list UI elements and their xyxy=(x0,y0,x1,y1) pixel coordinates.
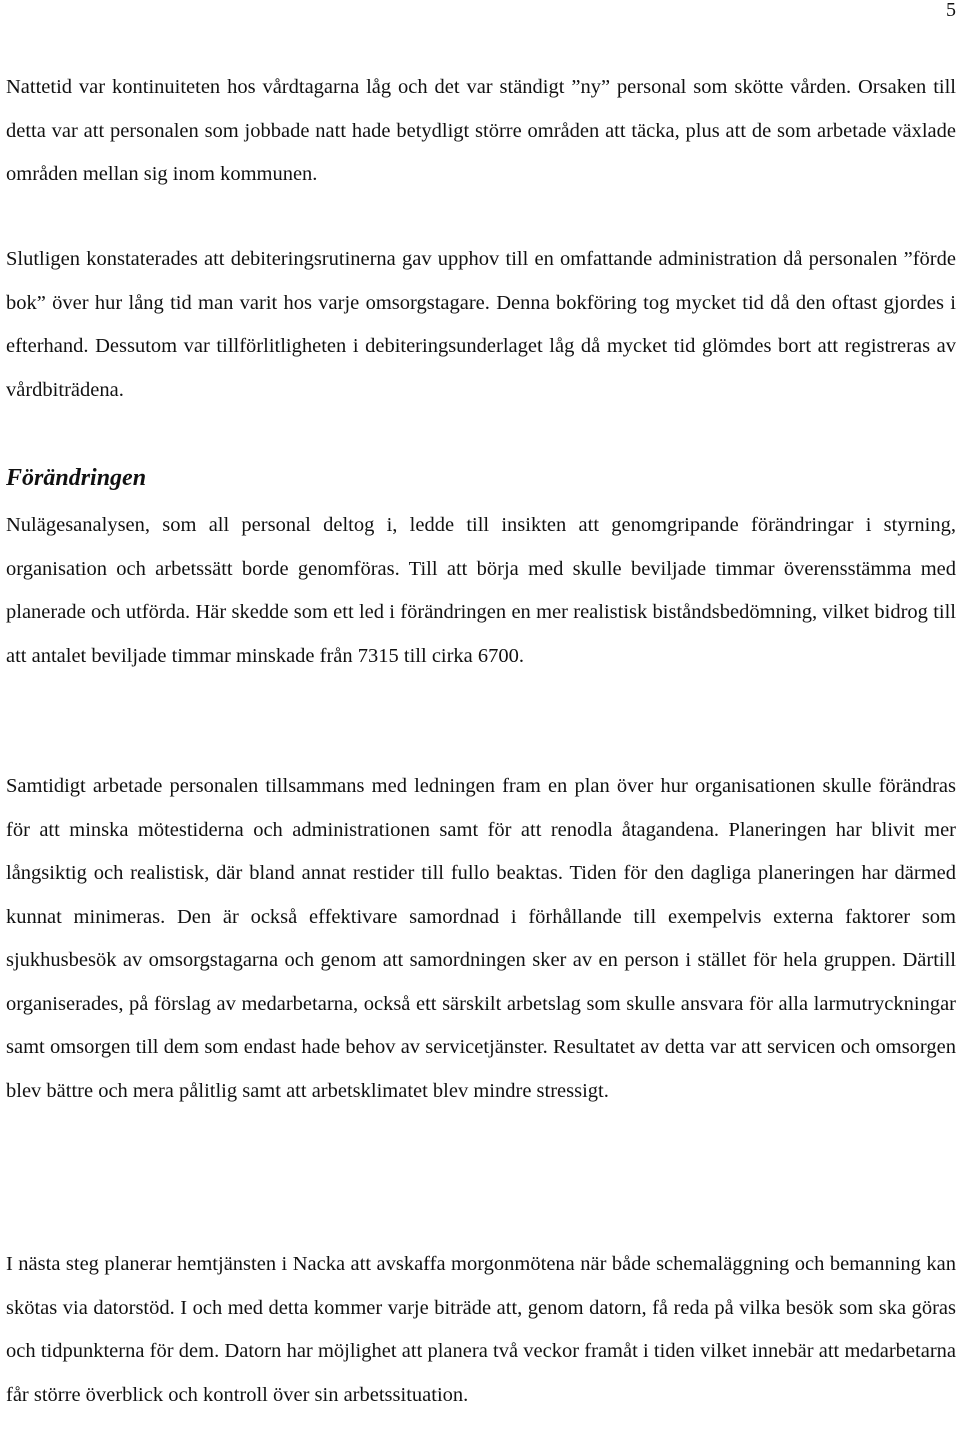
paragraph-current-state-analysis: Nulägesanalysen, som all personal deltog i, ledde till insikten att genomgripande förändringar i styrning, organisation och arbetssätt borde genomföras. Till att börja med skulle beviljade timmar överensstämma med planerade och utförda. Här skedde som ett led i förändringen en mer realistisk biståndsbedömning, vilket bidrog till att antalet beviljade timmar minskade från 7315 till cirka 6700. xyxy=(6,514,956,667)
paragraph-night-continuity: Nattetid var kontinuiteten hos vårdtagarna låg och det var ständigt ”ny” personal som skötte vården. Orsaken till detta var att personalen som jobbade natt hade betydligt större områden att täcka, plus att de som arbetade växlade områden mellan sig inom kommunen. xyxy=(6,76,956,185)
paragraph-organisation-plan: Samtidigt arbetade personalen tillsammans med ledningen fram en plan över hur organisationen skulle förändras för att minska mötestiderna och administrationen samt för att renodla åtagandena. Planeringen har blivit mer långsiktig och realistisk, där bland annat restider till fullo beaktas. Tiden för den dagliga planeringen har därmed kunnat minimeras. Den är också effektivare samordnad i förhållande till exempelvis externa faktorer som sjukhusbesök av omsorgstagarna och genom att samordningen sker av en person i stället för hela gruppen. Därtill organiserades, på förslag av medarbetarna, också ett särskilt arbetslag som skulle ansvara för alla larmutryckningar samt omsorgen till dem som endast hade behov av servicetjänster. Resultatet av detta var att servicen och omsorgen blev bättre och mera pålitlig samt att arbetsklimatet blev mindre stressigt. xyxy=(6,775,956,1102)
section-heading: Förändringen xyxy=(6,465,147,491)
page-number: 5 xyxy=(946,0,956,21)
paragraph-billing-routines: Slutligen konstaterades att debiteringsrutinerna gav upphov till en omfattande administration då personalen ”förde bok” över hur lång tid man varit hos varje omsorgstagare. Denna bokföring tog mycket tid då den oftast gjordes i efterhand. Dessutom var tillförlitligheten i debiteringsunderlaget låg då mycket tid glömdes bort att registreras av vårdbiträdena. xyxy=(6,248,956,401)
paragraph-next-step: I nästa steg planerar hemtjänsten i Nacka att avskaffa morgonmötena när både schemaläggning och bemanning kan skötas via datorstöd. I och med detta kommer varje biträde att, genom datorn, få reda på vilka besök som ska göras och tidpunkterna för dem. Datorn har möjlighet att planera två veckor framåt i tiden vilket innebär att medarbetarna får större överblick och kontroll över sin arbetssituation. xyxy=(6,1253,956,1406)
